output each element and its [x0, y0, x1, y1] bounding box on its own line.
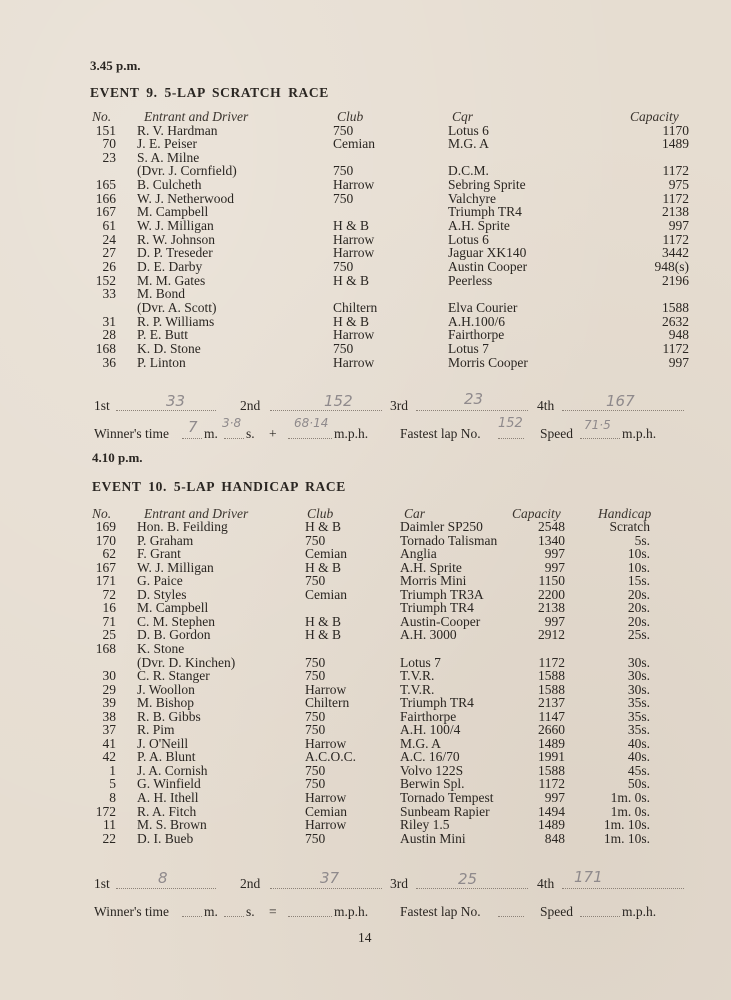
- cell-club: H & B: [333, 313, 370, 329]
- cell-capacity: 997: [544, 613, 565, 629]
- cell-club: A.C.O.C.: [305, 749, 357, 765]
- col-club: Club: [337, 109, 364, 124]
- cell-capacity: 2200: [538, 586, 565, 602]
- cell-club: 750: [333, 163, 354, 179]
- cell-car: Triumph TR4: [400, 695, 474, 711]
- cell-capacity: 1588: [538, 762, 565, 778]
- fastest-lap-label: Fastest lap No.: [400, 904, 481, 919]
- col-no: No.: [92, 506, 112, 521]
- event9-time: 3.45 p.m.: [90, 58, 141, 73]
- first-value: 8: [158, 869, 168, 887]
- cell-no: 169: [95, 519, 116, 534]
- cell-handicap: 40s.: [627, 735, 650, 751]
- cell-handicap: Scratch: [609, 519, 650, 534]
- cell-no: 168: [95, 340, 116, 356]
- cell-entrant: D. E. Darby: [137, 259, 203, 274]
- cell-capacity: 2660: [538, 722, 565, 738]
- cell-handicap: 1m. 10s.: [603, 817, 650, 833]
- cell-entrant: (Dvr. J. Cornfield): [137, 163, 237, 179]
- fastest-lap-value: 152: [498, 416, 523, 431]
- cell-capacity: 1494: [538, 803, 565, 819]
- cell-entrant: M. M. Gates: [137, 272, 206, 288]
- cell-car: A.H. Sprite: [400, 559, 462, 575]
- cell-club: 750: [305, 532, 326, 548]
- cell-no: 170: [95, 532, 116, 548]
- cell-capacity: 1588: [662, 299, 689, 315]
- cell-car: Berwin Spl.: [400, 776, 465, 792]
- third-value: 25: [458, 870, 478, 888]
- col-car: Cqr: [452, 109, 474, 124]
- cell-club: 750: [305, 776, 326, 792]
- table-row: [0, 342, 731, 356]
- col-entrant: Entrant and Driver: [144, 506, 249, 521]
- cell-handicap: 1m. 0s.: [610, 790, 650, 805]
- cell-no: 11: [103, 817, 116, 833]
- cell-capacity: 1147: [538, 708, 565, 724]
- cell-capacity: 1588: [538, 668, 565, 684]
- cell-club: H & B: [305, 559, 342, 575]
- cell-club: Harrow: [333, 231, 375, 247]
- cell-handicap: 20s.: [627, 600, 650, 616]
- col-handicap: Handicap: [598, 506, 652, 521]
- cell-car: A.H. Sprite: [448, 218, 510, 234]
- cell-handicap: 35s.: [627, 722, 650, 738]
- winners-time-label: Winner's time: [94, 426, 169, 441]
- cell-club: 750: [333, 122, 354, 138]
- cell-capacity: 1150: [538, 573, 565, 589]
- col-entrant: Entrant and Driver: [144, 109, 249, 124]
- table-row: [0, 818, 731, 832]
- cell-car: A.H. 100/4: [400, 722, 461, 738]
- cell-no: 28: [102, 327, 116, 343]
- cell-no: 41: [102, 735, 116, 751]
- seconds-field[interactable]: [224, 904, 244, 917]
- cell-club: Harrow: [333, 177, 375, 193]
- col-car: Car: [404, 506, 426, 521]
- cell-entrant: J. O'Neill: [137, 735, 189, 751]
- cell-no: 168: [95, 640, 116, 656]
- cell-no: 26: [102, 259, 116, 274]
- first-label: 1st: [94, 876, 110, 891]
- cell-car: Jaguar XK140: [448, 245, 527, 261]
- cell-handicap: 40s.: [627, 749, 650, 765]
- cell-capacity: 1340: [538, 532, 565, 548]
- col-capacity: Capacity: [512, 506, 561, 521]
- cell-no: 25: [102, 627, 116, 643]
- cell-no: 172: [95, 803, 116, 819]
- cell-club: 750: [333, 340, 354, 356]
- third-label: 3rd: [390, 398, 408, 413]
- cell-club: Harrow: [305, 817, 347, 833]
- cell-entrant: C. M. Stephen: [137, 613, 216, 629]
- sec-unit: s.: [246, 426, 255, 441]
- minutes-value: 7: [188, 418, 198, 436]
- cell-no: 23: [102, 149, 116, 165]
- cell-no: 31: [102, 313, 116, 329]
- cell-no: 22: [102, 830, 116, 846]
- cell-capacity: 997: [544, 559, 565, 575]
- cell-entrant: W. J. Netherwood: [137, 190, 234, 206]
- cell-capacity: 2196: [662, 272, 689, 288]
- cell-entrant: B. Culcheth: [137, 177, 202, 193]
- cell-car: Fairthorpe: [448, 327, 505, 343]
- cell-club: 750: [305, 708, 326, 724]
- cell-car: Lotus 7: [448, 340, 489, 356]
- cell-club: 750: [333, 190, 354, 206]
- cell-car: Triumph TR4: [448, 204, 522, 220]
- cell-entrant: G. Paice: [137, 573, 183, 589]
- cell-entrant: R. B. Gibbs: [137, 708, 201, 724]
- cell-no: 1: [109, 762, 116, 778]
- speed-value: 71·5: [584, 418, 611, 432]
- cell-club: Harrow: [305, 790, 347, 805]
- cell-no: 24: [102, 231, 116, 247]
- cell-car: Morris Mini: [400, 573, 467, 589]
- event9-table-header: [0, 110, 731, 124]
- cell-entrant: P. Graham: [137, 532, 194, 548]
- cell-capacity: 1489: [538, 735, 565, 751]
- cell-entrant: D. Styles: [137, 586, 187, 602]
- cell-entrant: W. J. Milligan: [137, 559, 214, 575]
- fastest-lap-field[interactable]: [498, 904, 524, 917]
- cell-car: Peerless: [448, 272, 493, 288]
- cell-car: T.V.R.: [400, 668, 435, 684]
- cell-no: 71: [102, 613, 116, 629]
- mph-value: 68·14: [294, 416, 329, 430]
- cell-car: Triumph TR3A: [400, 586, 484, 602]
- cell-car: M.G. A: [448, 136, 489, 152]
- cell-club: Cemian: [305, 803, 347, 819]
- cell-no: 70: [102, 136, 116, 152]
- minutes-field[interactable]: [182, 904, 202, 917]
- cell-handicap: 35s.: [627, 695, 650, 711]
- cell-no: 42: [102, 749, 116, 765]
- cell-capacity: 1172: [662, 340, 689, 356]
- cell-car: Morris Cooper: [448, 354, 528, 370]
- cell-club: 750: [305, 722, 326, 738]
- cell-club: 750: [305, 762, 326, 778]
- speed-unit: m.p.h.: [622, 426, 657, 441]
- cell-entrant: P. Linton: [137, 354, 186, 370]
- cell-capacity: 997: [668, 218, 689, 234]
- min-unit: m.: [204, 904, 218, 919]
- cell-capacity: 2632: [662, 313, 689, 329]
- cell-club: H & B: [305, 519, 342, 534]
- speed-unit: m.p.h.: [622, 904, 657, 919]
- cell-club: Chiltern: [333, 299, 378, 315]
- table-row: [0, 301, 731, 315]
- table-row: [0, 260, 731, 274]
- speed-label: Speed: [540, 904, 573, 919]
- cell-club: Cemian: [305, 586, 347, 602]
- cell-car: Tornado Tempest: [400, 790, 494, 805]
- cell-capacity: 997: [668, 354, 689, 370]
- cell-handicap: 10s.: [627, 546, 650, 562]
- cell-capacity: 1172: [538, 776, 565, 792]
- cell-capacity: 997: [544, 546, 565, 562]
- cell-no: 39: [102, 695, 116, 711]
- cell-capacity: 3442: [662, 245, 689, 261]
- cell-entrant: R. P. Williams: [137, 313, 215, 329]
- cell-car: Lotus 6: [448, 231, 489, 247]
- min-unit: m.: [204, 426, 218, 441]
- cell-entrant: D. I. Bueb: [137, 830, 194, 846]
- cell-club: Chiltern: [305, 695, 350, 711]
- sec-unit: s.: [246, 904, 255, 919]
- cell-entrant: R. V. Hardman: [137, 122, 218, 138]
- cell-car: Tornado Talisman: [400, 532, 498, 548]
- cell-capacity: 1172: [662, 190, 689, 206]
- cell-club: 750: [333, 259, 354, 274]
- cell-handicap: 45s.: [627, 762, 650, 778]
- cell-no: 62: [102, 546, 116, 562]
- cell-no: 72: [102, 586, 116, 602]
- cell-no: 38: [102, 708, 116, 724]
- cell-club: Cemian: [305, 546, 347, 562]
- cell-capacity: 1489: [538, 817, 565, 833]
- seconds-value: 3·8: [222, 416, 242, 430]
- cell-car: Anglia: [400, 546, 437, 562]
- cell-capacity: 1172: [662, 231, 689, 247]
- cell-entrant: D. P. Treseder: [137, 245, 213, 261]
- first-value: 33: [166, 392, 186, 410]
- table-row: [0, 151, 731, 165]
- table-row: [0, 219, 731, 233]
- cell-no: 167: [95, 559, 116, 575]
- fastest-lap-label: Fastest lap No.: [400, 426, 481, 441]
- third-value: 23: [464, 390, 484, 408]
- cell-capacity: 975: [668, 177, 689, 193]
- cell-entrant: C. R. Stanger: [137, 668, 210, 684]
- equals-sign: =: [269, 904, 277, 919]
- cell-entrant: M. S. Brown: [137, 817, 207, 833]
- cell-club: Harrow: [305, 681, 347, 697]
- cell-entrant: M. Bond: [137, 286, 186, 302]
- cell-entrant: W. J. Milligan: [137, 218, 214, 234]
- third-label: 3rd: [390, 876, 408, 891]
- cell-entrant: M. Campbell: [137, 600, 209, 616]
- cell-capacity: 2137: [538, 695, 565, 711]
- cell-club: Harrow: [333, 327, 375, 343]
- table-row: [0, 642, 731, 656]
- cell-entrant: J. Woollon: [137, 681, 195, 697]
- fourth-value: 171: [574, 868, 603, 886]
- cell-handicap: 30s.: [627, 681, 650, 697]
- cell-capacity: 2138: [538, 600, 565, 616]
- mph-unit: m.p.h.: [334, 426, 369, 441]
- first-label: 1st: [94, 398, 110, 413]
- cell-no: 61: [102, 218, 116, 234]
- equals-sign: +: [269, 426, 277, 441]
- speed-label: Speed: [540, 426, 573, 441]
- cell-no: 30: [102, 668, 116, 684]
- speed-field[interactable]: [580, 904, 620, 917]
- cell-entrant: (Dvr. A. Scott): [137, 299, 217, 315]
- cell-club: 750: [305, 573, 326, 589]
- cell-car: Elva Courier: [448, 299, 518, 315]
- cell-car: Austin-Cooper: [400, 613, 481, 629]
- cell-handicap: 50s.: [627, 776, 650, 792]
- table-row: [0, 547, 731, 561]
- cell-entrant: M. Bishop: [137, 695, 195, 711]
- cell-no: 165: [95, 177, 116, 193]
- second-label: 2nd: [240, 398, 261, 413]
- cell-handicap: 5s.: [634, 532, 650, 548]
- col-capacity: Capacity: [630, 109, 679, 124]
- cell-car: A.H. 3000: [400, 627, 457, 643]
- cell-capacity: 1172: [662, 163, 689, 179]
- col-club: Club: [307, 506, 334, 521]
- cell-no: 5: [109, 776, 116, 792]
- cell-handicap: 10s.: [627, 559, 650, 575]
- event10-time: 4.10 p.m.: [92, 450, 143, 465]
- cell-no: 29: [102, 681, 116, 697]
- event9-title: EVENT 9. 5-LAP SCRATCH RACE: [90, 85, 329, 100]
- cell-capacity: 2138: [662, 204, 689, 220]
- cell-entrant: F. Grant: [137, 546, 181, 562]
- cell-capacity: 1172: [538, 654, 565, 670]
- cell-car: Riley 1.5: [400, 817, 450, 833]
- cell-no: 27: [102, 245, 116, 261]
- cell-car: T.V.R.: [400, 681, 435, 697]
- cell-capacity: 948: [668, 327, 689, 343]
- cell-handicap: 15s.: [627, 573, 650, 589]
- cell-entrant: R. W. Johnson: [137, 231, 216, 247]
- cell-club: H & B: [333, 272, 370, 288]
- cell-capacity: 1489: [662, 136, 689, 152]
- cell-no: 167: [95, 204, 116, 220]
- cell-no: 36: [102, 354, 116, 370]
- cell-car: Austin Mini: [400, 830, 466, 846]
- cell-entrant: D. B. Gordon: [137, 627, 211, 643]
- cell-capacity: 2912: [538, 627, 565, 643]
- cell-club: Harrow: [305, 735, 347, 751]
- cell-entrant: S. A. Milne: [137, 149, 200, 165]
- cell-entrant: K. D. Stone: [137, 340, 201, 356]
- mph-unit: m.p.h.: [334, 904, 369, 919]
- cell-entrant: P. E. Butt: [137, 327, 189, 343]
- cell-capacity: 997: [544, 790, 565, 805]
- cell-club: H & B: [333, 218, 370, 234]
- page-number: 14: [358, 930, 372, 945]
- table-row: [0, 520, 731, 534]
- table-row: [0, 178, 731, 192]
- cell-club: Harrow: [333, 354, 375, 370]
- winners-time-label: Winner's time: [94, 904, 169, 919]
- mph-field[interactable]: [288, 904, 332, 917]
- cell-car: Sebring Sprite: [448, 177, 526, 193]
- cell-handicap: 1m. 0s.: [610, 803, 650, 819]
- cell-capacity: 948(s): [654, 259, 689, 274]
- cell-club: 750: [305, 830, 326, 846]
- second-label: 2nd: [240, 876, 261, 891]
- cell-no: 37: [102, 722, 116, 738]
- cell-entrant: Hon. B. Feilding: [137, 519, 228, 534]
- cell-entrant: R. A. Fitch: [137, 803, 197, 819]
- cell-entrant: R. Pim: [137, 722, 175, 738]
- table-row: [0, 832, 731, 846]
- cell-capacity: 1991: [538, 749, 565, 765]
- cell-no: 152: [95, 272, 116, 288]
- cell-handicap: 1m. 10s.: [603, 830, 650, 846]
- cell-club: H & B: [305, 627, 342, 643]
- cell-entrant: J. E. Peiser: [137, 136, 197, 152]
- cell-car: M.G. A: [400, 735, 441, 751]
- cell-car: Lotus 6: [448, 122, 489, 138]
- cell-handicap: 20s.: [627, 586, 650, 602]
- cell-car: Lotus 7: [400, 654, 441, 670]
- cell-handicap: 35s.: [627, 708, 650, 724]
- cell-club: 750: [305, 668, 326, 684]
- cell-car: A.C. 16/70: [400, 749, 460, 765]
- cell-capacity: 1588: [538, 681, 565, 697]
- cell-handicap: 20s.: [627, 613, 650, 629]
- cell-car: A.H.100/6: [448, 313, 505, 329]
- cell-car: Daimler SP250: [400, 519, 483, 534]
- cell-entrant: J. A. Cornish: [137, 762, 208, 778]
- cell-handicap: 30s.: [627, 668, 650, 684]
- cell-no: 8: [109, 790, 116, 805]
- cell-capacity: 1170: [662, 122, 689, 138]
- col-no: No.: [92, 109, 112, 124]
- cell-club: Cemian: [333, 136, 375, 152]
- cell-car: Austin Cooper: [448, 259, 528, 274]
- cell-club: H & B: [305, 613, 342, 629]
- cell-car: Volvo 122S: [400, 762, 464, 778]
- cell-entrant: K. Stone: [137, 640, 185, 656]
- cell-no: 16: [102, 600, 116, 616]
- cell-capacity: 848: [544, 830, 565, 846]
- fourth-label: 4th: [537, 876, 555, 891]
- event10-title: EVENT 10. 5-LAP HANDICAP RACE: [92, 479, 346, 494]
- cell-entrant: A. H. Ithell: [137, 790, 199, 805]
- cell-capacity: 2548: [538, 519, 565, 534]
- cell-car: Fairthorpe: [400, 708, 457, 724]
- cell-entrant: P. A. Blunt: [137, 749, 196, 765]
- table-row: [0, 669, 731, 683]
- cell-car: Valchyre: [448, 190, 496, 206]
- cell-entrant: M. Campbell: [137, 204, 209, 220]
- cell-entrant: G. Winfield: [137, 776, 201, 792]
- table-row: [0, 356, 731, 370]
- table-row: [0, 791, 731, 805]
- cell-no: 171: [95, 573, 116, 589]
- cell-entrant: (Dvr. D. Kinchen): [137, 654, 236, 670]
- cell-car: Triumph TR4: [400, 600, 474, 616]
- cell-handicap: 25s.: [627, 627, 650, 643]
- fourth-value: 167: [606, 392, 635, 410]
- cell-car: D.C.M.: [448, 163, 489, 179]
- cell-no: 166: [95, 190, 116, 206]
- cell-car: Sunbeam Rapier: [400, 803, 490, 819]
- second-value: 37: [320, 869, 340, 887]
- cell-no: 33: [102, 286, 116, 302]
- second-value: 152: [324, 392, 353, 410]
- cell-club: Harrow: [333, 245, 375, 261]
- cell-no: 151: [95, 122, 116, 138]
- cell-club: 750: [305, 654, 326, 670]
- cell-handicap: 30s.: [627, 654, 650, 670]
- fourth-label: 4th: [537, 398, 555, 413]
